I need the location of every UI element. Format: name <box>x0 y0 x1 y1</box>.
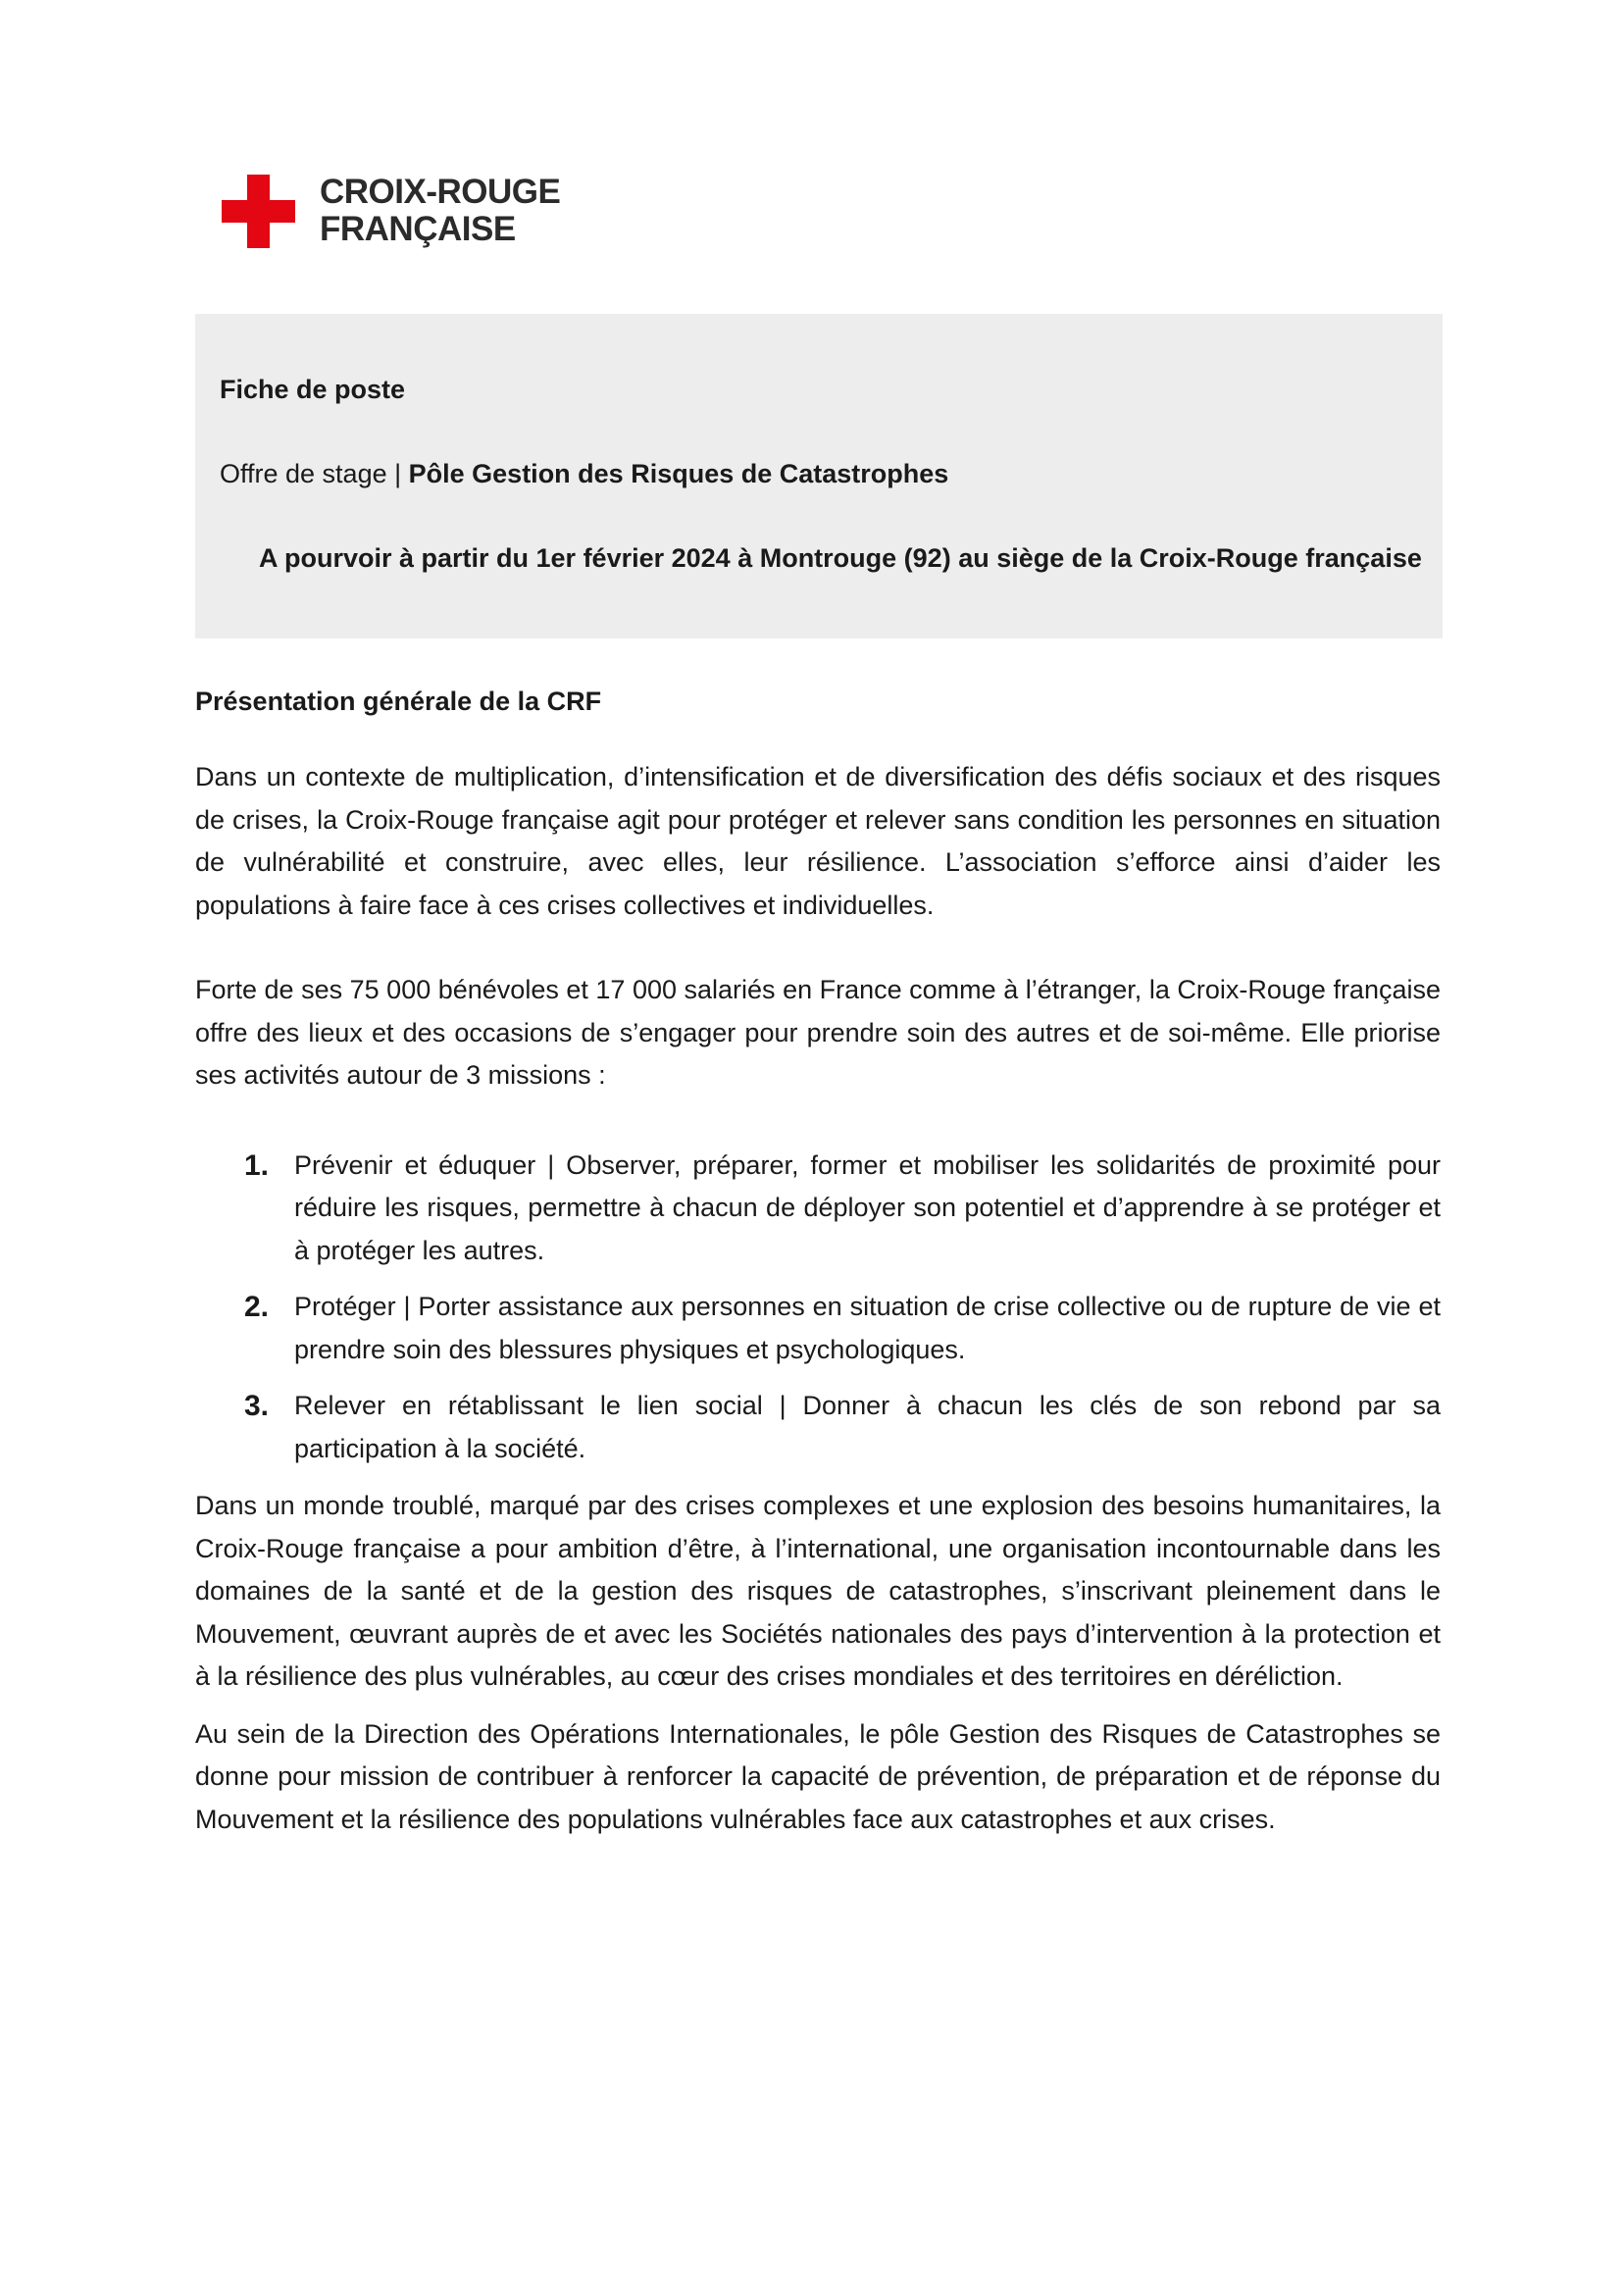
logo-wordmark <box>320 174 560 248</box>
list-item-text: Relever en rétablissant le lien social | Donner à chacun les clés de son rebond par sa participation à la société. <box>294 1391 1441 1463</box>
list-item-text: Prévenir et éduquer | Observer, préparer, former et mobiliser les solidarités de proximité pour réduire les risques, permettre à chacun de déployer son potentiel et d’apprendre à se protéger et à protéger les autres. <box>294 1149 1441 1265</box>
paragraph-volunteers: Forte de ses 75 000 bénévoles et 17 000 salariés en France comme à l’étranger, la Croix-Rouge française offre des lieux et des occasions de s’engager pour prendre soin des autres et de soi-même. Elle priorise ses activités autour de 3 missions : <box>195 975 1441 1090</box>
offer-pole: Pôle Gestion des Risques de Catastrophes <box>408 459 949 488</box>
list-item-text: Protéger | Porter assistance aux personnes en situation de crise collective ou de rupture de vie et prendre soin des blessures physiques et psychologiques. <box>294 1292 1441 1364</box>
red-cross-icon <box>222 175 295 248</box>
logo-line-2: FRANÇAISE <box>320 210 516 248</box>
list-item-number: 3. <box>244 1390 270 1422</box>
list-item-number: 2. <box>244 1291 270 1323</box>
offer-prefix: Offre de stage | <box>220 459 409 488</box>
main-content <box>195 685 1441 1841</box>
paragraph-pole-grc: Au sein de la Direction des Opérations Internationales, le pôle Gestion des Risques de Catastrophes se donne pour mission de contribuer à renforcer la capacité de prévention, de préparation et de réponse du Mouvement et la résilience des populations vulnérables face aux catastrophes et aux crises. <box>195 1718 1441 1834</box>
paragraph-context: Dans un contexte de multiplication, d’intensification et de diversification des défis sociaux et des risques de crises, la Croix-Rouge française agit pour protéger et relever sans condition les personnes en situation de vulnérabilité et construire, avec elles, leur résilience. L’association s’efforce ainsi d’aider les populations à faire face à ces crises collectives et individuelles. <box>195 762 1441 920</box>
list-item <box>195 1385 1441 1470</box>
position-start-location: A pourvoir à partir du 1er février 2024 à Montrouge (92) au siège de la Croix-Rouge française <box>259 543 1422 573</box>
missions-list <box>195 1145 1441 1471</box>
croix-rouge-logo <box>222 174 560 248</box>
logo-line-1: CROIX-ROUGE <box>320 173 561 211</box>
header-box <box>195 314 1443 638</box>
section-title: Présentation générale de la CRF <box>195 687 602 716</box>
paragraph-international: Dans un monde troublé, marqué par des crises complexes et une explosion des besoins humanitaires, la Croix-Rouge française a pour ambition d’être, à l’international, une organisation incontournable dans les domaines de la santé et de la gestion des risques de catastrophes, s’inscrivant pleinement dans le Mouvement, œuvrant auprès de et avec les Sociétés nationales des pays d’intervention à la protection et à la résilience des plus vulnérables, au cœur des crises mondiales et des territoires en déréliction. <box>195 1491 1441 1691</box>
document-type: Fiche de poste <box>220 375 406 404</box>
list-item-number: 1. <box>244 1148 270 1182</box>
offer-line <box>220 457 948 490</box>
list-item <box>195 1286 1441 1371</box>
list-item <box>195 1145 1441 1273</box>
